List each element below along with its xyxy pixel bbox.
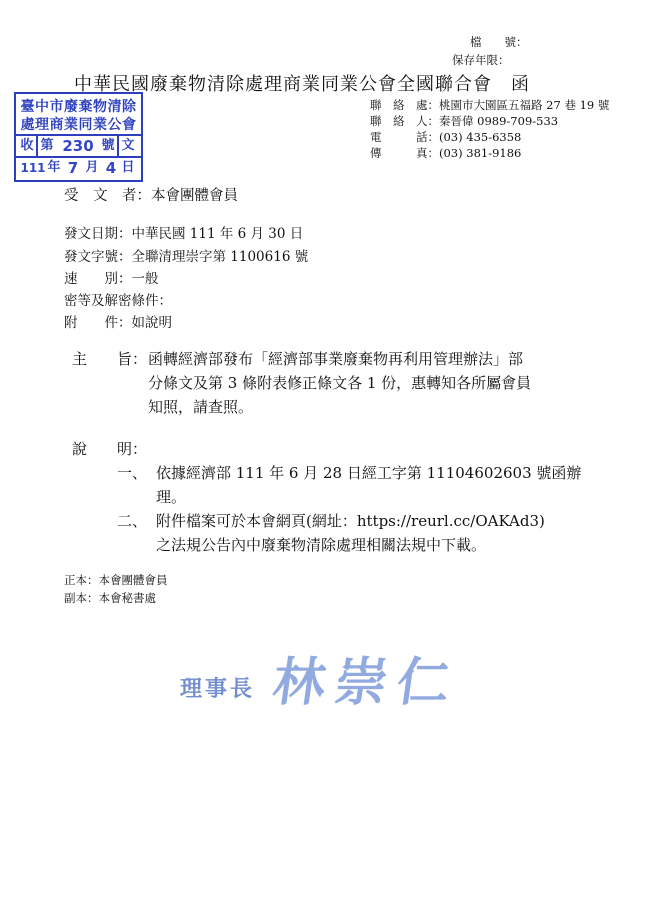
recipient: 受 文 者：本會團體會員 (64, 188, 238, 204)
signature-title: 理事長 (180, 676, 256, 702)
contact-phone: 電 話：(03) 435-6358 (370, 130, 522, 144)
stamp-yue-char: 月 (85, 160, 99, 175)
stamp-hao-char: 號 (101, 138, 115, 153)
document-title: 中華民國廢棄物清除處理商業同業公會全國聯合會 函 (74, 74, 530, 95)
document-reference: 發文字號：全聯清理崇字第 1100616 號 (64, 249, 309, 265)
explanation-item-1-line-2: 理。 (156, 488, 187, 506)
contact-fax: 傳 真：(03) 381-9186 (370, 146, 522, 160)
issue-date: 發文日期：中華民國 111 年 6 月 30 日 (64, 226, 304, 242)
subject-label: 主 旨： (72, 350, 148, 368)
stamp-org-line1: 臺中市廢棄物清除 (20, 99, 137, 115)
explanation-item-2-line-1: 附件檔案可於本會網頁(網址：https://reurl.cc/OAKAd3) (156, 512, 545, 530)
retention-period-label: 保存年限： (452, 53, 510, 67)
stamp-di-char: 第 (40, 138, 54, 153)
subject-line-3: 知照，請查照。 (148, 398, 254, 416)
stamp-day: 4 (105, 159, 117, 177)
subject-line-2: 分條文及第 3 條附表修正條文各 1 份，惠轉知各所屬會員 (148, 374, 532, 392)
contact-address: 聯 絡 處：桃園市大園區五福路 27 巷 19 號 (370, 98, 610, 112)
copy-recipients: 副本：本會秘書處 (64, 591, 156, 605)
receipt-stamp (14, 92, 143, 182)
explanation-label: 說 明： (72, 440, 148, 458)
stamp-nian-char: 年 (47, 160, 61, 175)
stamp-date-row (16, 156, 141, 178)
explanation-item-2-number: 二、 (117, 512, 148, 530)
subject-line-1: 函轉經濟部發布「經濟部事業廢棄物再利用管理辦法」部 (148, 350, 524, 368)
explanation-item-2-line-2: 之法規公告內中廢棄物清除處理相關法規中下載。 (156, 536, 487, 554)
contact-person: 聯 絡 人：秦晉偉 0989-709-533 (370, 114, 559, 128)
explanation-item-1-line-1: 依據經濟部 111 年 6 月 28 日經工字第 11104602603 號函辦 (156, 464, 582, 482)
stamp-number-row (16, 134, 141, 156)
stamp-ri-char: 日 (121, 160, 135, 175)
security-level: 密等及解密條件： (64, 293, 172, 309)
stamp-org-line2: 處理商業同業公會 (20, 117, 137, 133)
stamp-month: 7 (67, 159, 79, 177)
stamp-receipt-number: 230 (62, 137, 94, 155)
stamp-year: 111 (20, 161, 46, 175)
stamp-wen-char: 文 (121, 138, 135, 153)
file-number-label: 檔 號： (470, 35, 528, 49)
attachment: 附 件：如說明 (64, 315, 172, 331)
delivery-speed: 速 別：一般 (64, 271, 159, 287)
original-recipients: 正本：本會團體會員 (64, 573, 168, 587)
stamp-recv-char: 收 (20, 138, 34, 153)
explanation-item-1-number: 一、 (117, 464, 148, 482)
chairman-signature: 林崇仁 (269, 653, 464, 713)
